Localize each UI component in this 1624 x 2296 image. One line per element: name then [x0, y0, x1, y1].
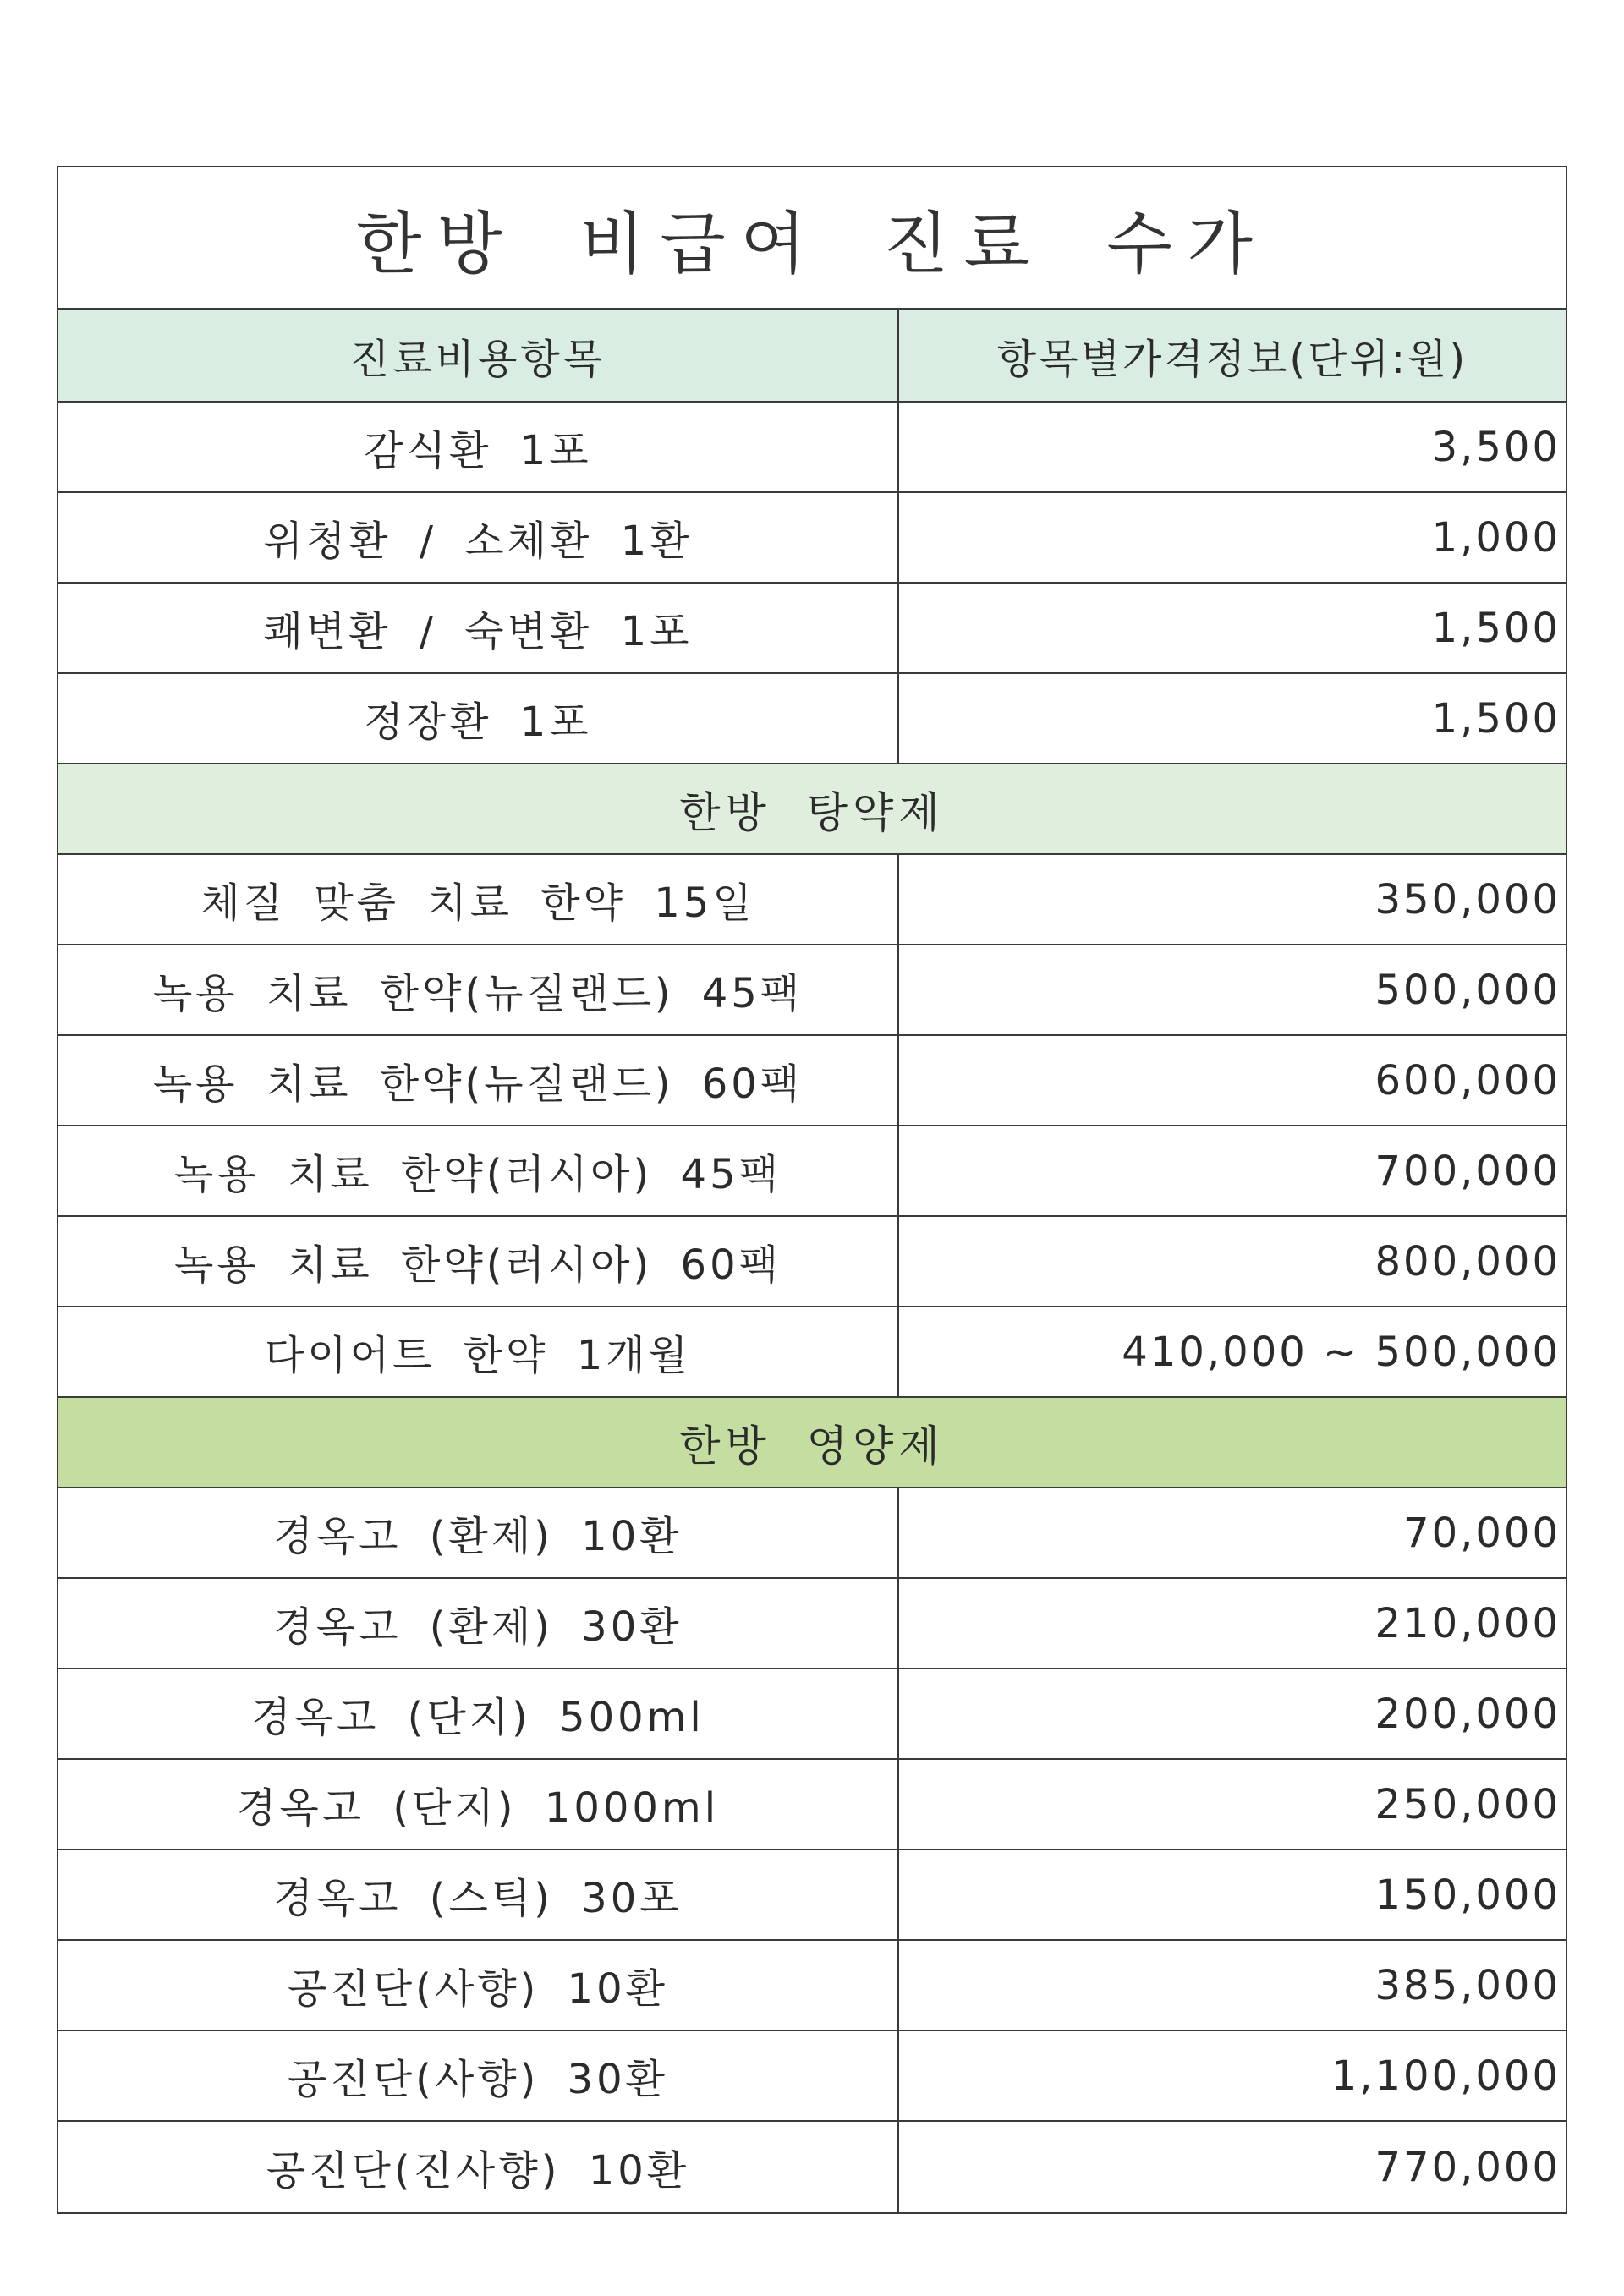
item-price: 1,100,000	[1330, 2052, 1561, 2100]
item-price: 410,000 ~ 500,000	[1122, 1328, 1561, 1376]
table-row	[58, 2122, 1566, 2212]
item-name: 정장환 1포	[58, 674, 899, 763]
item-price: 250,000	[1374, 1780, 1561, 1828]
item-name: 쾌변환 / 숙변환 1포	[58, 584, 899, 672]
item-price: 500,000	[1374, 966, 1561, 1014]
item-column-header: 진료비용항목	[58, 310, 899, 401]
item-name: 녹용 치료 한약(러시아) 45팩	[58, 1126, 899, 1215]
item-name: 위청환 / 소체환 1환	[58, 493, 899, 582]
item-name: 공진단(사향) 30환	[58, 2031, 899, 2120]
item-price: 800,000	[1374, 1237, 1561, 1285]
fee-table	[57, 166, 1567, 2214]
item-price: 3,500	[1431, 423, 1561, 471]
table-row	[58, 1036, 1566, 1126]
item-name: 녹용 치료 한약(러시아) 60팩	[58, 1217, 899, 1306]
table-row	[58, 1669, 1566, 1760]
item-name: 경옥고 (환제) 30환	[58, 1579, 899, 1668]
item-price: 210,000	[1374, 1599, 1561, 1647]
item-name: 공진단(사향) 10환	[58, 1941, 899, 2030]
item-name: 경옥고 (환제) 10환	[58, 1488, 899, 1577]
item-price: 200,000	[1374, 1690, 1561, 1738]
table-row	[58, 1760, 1566, 1850]
table-row	[58, 1941, 1566, 2031]
table-row	[58, 1579, 1566, 1669]
item-name: 경옥고 (스틱) 30포	[58, 1850, 899, 1939]
table-row	[58, 584, 1566, 674]
table-row	[58, 2031, 1566, 2122]
item-price: 770,000	[1374, 2143, 1561, 2191]
item-price: 1,000	[1431, 513, 1561, 562]
table-header	[58, 310, 1566, 403]
table-row	[58, 674, 1566, 764]
item-price: 385,000	[1374, 1961, 1561, 2009]
item-name: 경옥고 (단지) 1000ml	[58, 1760, 899, 1849]
item-name: 경옥고 (단지) 500ml	[58, 1669, 899, 1758]
item-name: 다이어트 한약 1개월	[58, 1307, 899, 1396]
table-row	[58, 493, 1566, 584]
item-price: 600,000	[1374, 1056, 1561, 1104]
section-header-nutrient: 한방 영양제	[58, 1398, 1566, 1488]
title-row	[58, 167, 1566, 310]
table-row	[58, 403, 1566, 493]
item-price: 1,500	[1431, 694, 1561, 743]
item-price: 150,000	[1374, 1871, 1561, 1919]
item-name: 녹용 치료 한약(뉴질랜드) 60팩	[58, 1036, 899, 1125]
table-row	[58, 855, 1566, 945]
section-header-decoction: 한방 탕약제	[58, 764, 1566, 855]
item-name: 공진단(진사향) 10환	[58, 2122, 899, 2212]
item-price: 1,500	[1431, 604, 1561, 652]
price-column-header: 항목별가격정보(단위:원)	[996, 335, 1468, 383]
table-row	[58, 1126, 1566, 1217]
table-row	[58, 1488, 1566, 1579]
item-name: 감식환 1포	[58, 403, 899, 491]
item-name: 녹용 치료 한약(뉴질랜드) 45팩	[58, 945, 899, 1034]
table-row	[58, 1307, 1566, 1398]
item-price: 700,000	[1374, 1147, 1561, 1195]
table-row	[58, 1217, 1566, 1307]
table-row	[58, 1850, 1566, 1941]
item-price: 350,000	[1374, 875, 1561, 923]
document-title: 한방 비급여 진료 수가	[356, 204, 1268, 283]
table-row	[58, 945, 1566, 1036]
item-name: 체질 맞춤 치료 한약 15일	[58, 855, 899, 944]
item-price: 70,000	[1403, 1509, 1561, 1557]
